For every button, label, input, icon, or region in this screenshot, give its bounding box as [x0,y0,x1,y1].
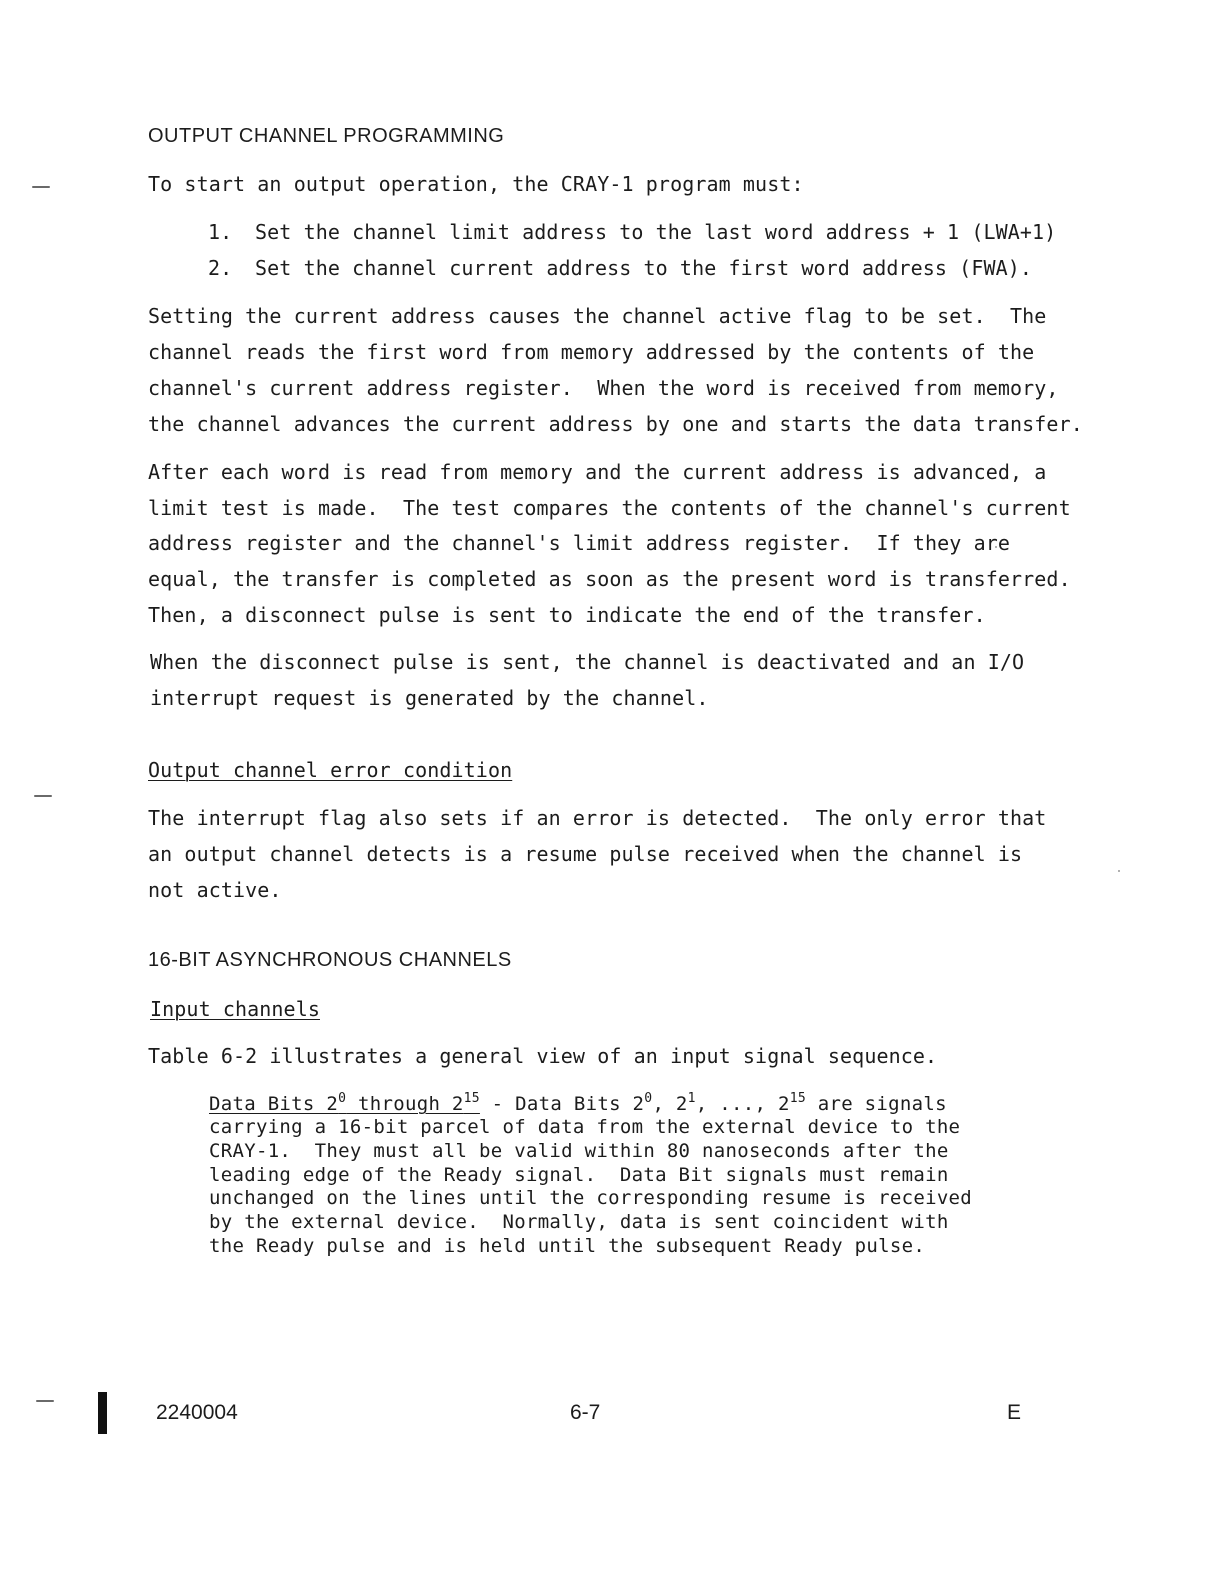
footer-revision: E [1007,1401,1022,1424]
paragraph-line: Table 6-2 illustrates a general view of an input signal sequence. [148,1044,938,1068]
subheading-input-channels: Input channels [150,997,320,1021]
scan-speck [1118,870,1120,872]
paragraph-line: not active. [148,878,282,902]
paragraph-line: Then, a disconnect pulse is sent to indicate the end of the transfer. [148,603,986,627]
databits-definition-line: leading edge of the Ready signal. Data Bit signals must remain [209,1164,949,1186]
databits-definition-line: unchanged on the lines until the corresponding resume is received [209,1187,973,1209]
revision-change-bar [98,1392,107,1434]
paragraph-line: The interrupt flag also sets if an error is detected. The only error that [148,806,1047,830]
subheading-output-channel-error-condition: Output channel error condition [148,758,513,782]
step-number: 1. [208,220,233,244]
databits-term: Data Bits $2^0$ through $2^{15}$ [209,1091,480,1115]
databits-definition-line: CRAY-1. They must all be valid within 80 nanoseconds after the [209,1140,949,1162]
databits-definition-line: carrying a 16-bit parcel of data from the external device to the [209,1116,961,1138]
margin-mark [32,186,50,188]
section-heading-16-bit-asynchronous-channels: 16-BIT ASYNCHRONOUS CHANNELS [148,949,512,971]
paragraph-line: channel reads the first word from memory addressed by the contents of the [148,340,1035,364]
paragraph-line: the channel advances the current address by one and starts the data transfer. [148,412,1083,436]
paragraph-line: channel's current address register. When the word is received from memory, [148,376,1059,400]
margin-mark [34,795,52,797]
step-text: Set the channel limit address to the last word address + 1 (LWA+1) [255,220,1057,244]
step-text: Set the channel current address to the first word address (FWA). [255,256,1033,280]
paragraph-line: address register and the channel's limit address register. If they are [148,531,1011,555]
paragraph-line: Setting the current address causes the channel active flag to be set. The [148,304,1047,328]
databits-definition-line: the Ready pulse and is held until the subsequent Ready pulse. [209,1235,926,1257]
databits-definition-first-line: Data Bits $2^0$ through $2^{15}$ - Data Bits $2^0$, $2^1$, ..., $2^{15}$ are signals [209,1091,947,1115]
step-number: 2. [208,256,233,280]
margin-mark [36,1400,54,1402]
footer-page-number: 6-7 [570,1401,601,1424]
paragraph-line: limit test is made. The test compares the contents of the channel's current [148,496,1071,520]
paragraph-line: When the disconnect pulse is sent, the channel is deactivated and an I/O [150,650,1025,674]
paragraph-line: interrupt request is generated by the channel. [150,686,709,710]
paragraph-line: equal, the transfer is completed as soon as the present word is transferred. [148,567,1071,591]
intro-text: To start an output operation, the CRAY-1 program must: [148,172,804,196]
paragraph-line: an output channel detects is a resume pulse received when the channel is [148,842,1023,866]
paragraph-line: After each word is read from memory and the current address is advanced, a [148,460,1047,484]
footer-doc-number: 2240004 [156,1401,238,1424]
section-heading-output-channel-programming: OUTPUT CHANNEL PROGRAMMING [148,125,505,147]
databits-definition-line: by the external device. Normally, data is sent coincident with [209,1211,949,1233]
